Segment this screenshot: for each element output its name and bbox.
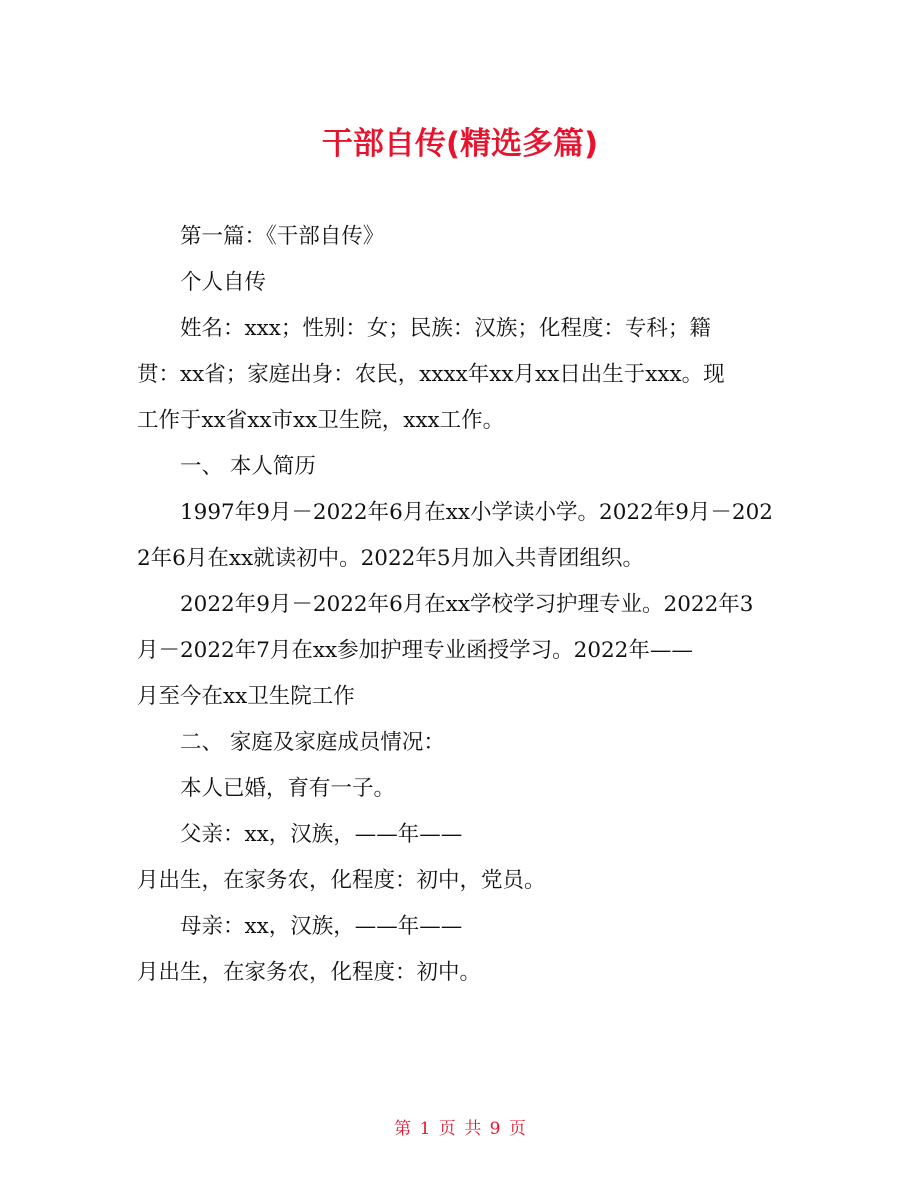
paragraph-line: 父亲：xx，汉族，——年—— — [180, 822, 463, 847]
paragraph-line: 姓名：xxx；性别：女；民族：汉族；化程度：专科；籍 — [180, 316, 711, 341]
paragraph-line: 2年6月在xx就读初中。2022年5月加入共青团组织。 — [137, 546, 645, 571]
paragraph-line: 月－2022年7月在xx参加护理专业函授学习。2022年—— — [137, 638, 693, 663]
paragraph-line: 个人自传 — [180, 270, 267, 295]
paragraph-line: 二、 家庭及家庭成员情况： — [180, 730, 445, 755]
paragraph-line: 本人已婚，育有一子。 — [180, 776, 396, 801]
document-title: 干部自传(精选多篇) — [321, 126, 599, 162]
paragraph-line: 月出生，在家务农，化程度：初中。 — [137, 960, 482, 985]
paragraph-line: 2022年9月－2022年6月在xx学校学习护理专业。2022年3 — [180, 592, 754, 617]
paragraph-line: 1997年9月－2022年6月在xx小学读小学。2022年9月－202 — [180, 500, 773, 525]
document-body — [137, 214, 783, 996]
paragraph-line: 月至今在xx卫生院工作 — [137, 684, 355, 709]
paragraph-line: 第一篇：《干部自传》 — [180, 224, 385, 249]
paragraph-line: 母亲：xx，汉族，——年—— — [180, 914, 463, 939]
paragraph-line: 贯：xx省；家庭出身：农民，xxxx年xx月xx日出生于xxx。现 — [137, 362, 725, 387]
paragraph-line: 一、 本人简历 — [180, 454, 316, 479]
paragraph-line: 月出生，在家务农，化程度：初中，党员。 — [137, 868, 546, 893]
paragraph-line: 工作于xx省xx市xx卫生院，xxx工作。 — [137, 408, 505, 433]
page-number-footer: 第 1 页 共 9 页 — [394, 1119, 526, 1139]
